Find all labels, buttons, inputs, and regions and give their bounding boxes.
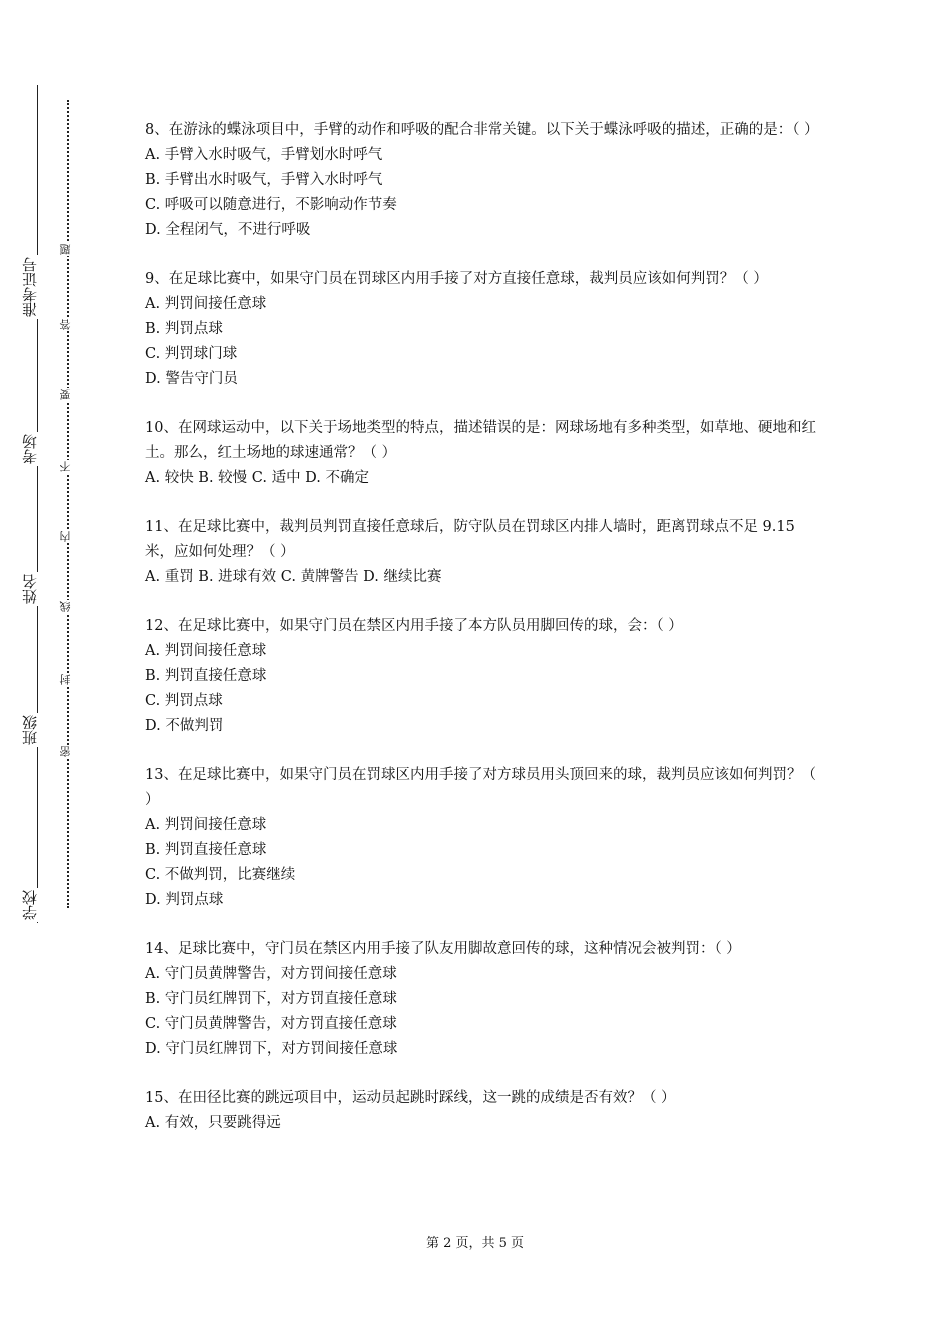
binding-line: [37, 85, 38, 923]
option: C. 判罚点球: [145, 693, 223, 709]
option: C. 不做判罚，比赛继续: [145, 867, 296, 883]
class-label: 班级: [21, 715, 39, 745]
option: C. 守门员黄牌警告，对方罚直接任意球: [145, 1016, 397, 1032]
question-12: [145, 614, 825, 739]
question-stem: 9、在足球比赛中，如果守门员在罚球区内用手接了对方直接任意球，裁判员应该如何判罚？（ ）: [145, 271, 768, 287]
page-number: 第 2 页，共 5 页: [425, 1236, 525, 1251]
option: B. 判罚直接任意球: [145, 668, 267, 684]
question-stem: 10、在网球运动中，以下关于场地类型的特点，描述错误的是：网球场地有多种类型，如草地、硬地和红土。那么，红土场地的球速通常？（ ）: [145, 420, 816, 461]
question-11: [145, 515, 825, 590]
option: A. 判罚间接任意球: [145, 296, 267, 312]
question-9: [145, 267, 825, 392]
exam-room-label: 考场: [21, 434, 39, 464]
option: C. 判罚球门球: [145, 346, 238, 362]
question-8: [145, 118, 825, 243]
option: C. 呼吸可以随意进行，不影响动作节奏: [145, 197, 397, 213]
seal-char: 答: [59, 319, 72, 330]
option: D. 全程闭气，不进行呼吸: [145, 222, 311, 238]
option: B. 守门员红牌罚下，对方罚直接任意球: [145, 991, 397, 1007]
question-14: [145, 937, 825, 1062]
seal-char: 题: [59, 244, 72, 255]
seal-char: 线: [59, 601, 72, 612]
option: A. 判罚间接任意球: [145, 817, 267, 833]
question-stem: 8、在游泳的蝶泳项目中，手臂的动作和呼吸的配合非常关键。以下关于蝶泳呼吸的描述，正确的是：（ ）: [145, 122, 819, 138]
question-stem: 14、足球比赛中，守门员在禁区内用手接了队友用脚故意回传的球，这种情况会被判罚：（ ）: [145, 941, 741, 957]
name-label: 姓名: [21, 574, 39, 604]
question-stem: 15、在田径比赛的跳远项目中，运动员起跳时踩线，这一跳的成绩是否有效？（ ）: [145, 1090, 676, 1106]
option: D. 警告守门员: [145, 371, 238, 387]
seal-char: 不: [59, 461, 72, 472]
question-13: [145, 763, 825, 913]
question-stem: 13、在足球比赛中，如果守门员在罚球区内用手接了对方球员用头顶回来的球，裁判员应该如何判罚？（ ）: [145, 767, 816, 808]
question-list: [145, 118, 825, 1160]
seal-char: 密: [59, 746, 72, 757]
option: B. 判罚直接任意球: [145, 842, 267, 858]
option: D. 判罚点球: [145, 892, 224, 908]
seal-dotted-line: [67, 100, 69, 908]
question-15: [145, 1086, 825, 1136]
question-stem: 12、在足球比赛中，如果守门员在禁区内用手接了本方队员用脚回传的球，会：（ ）: [145, 618, 683, 634]
question-stem: 11、在足球比赛中，裁判员判罚直接任意球后，防守队员在罚球区内排人墙时，距离罚球点不足 9.15 米，应如何处理？（ ）: [145, 519, 795, 560]
school-label: 学校: [21, 890, 39, 920]
question-10: [145, 416, 825, 491]
option: A. 手臂入水时吸气，手臂划水时呼气: [145, 147, 383, 163]
seal-char: 内: [59, 531, 72, 542]
option: D. 守门员红牌罚下，对方罚间接任意球: [145, 1041, 398, 1057]
exam-number-label: 准考证号: [21, 257, 39, 317]
option: A. 有效，只要跳得远: [145, 1115, 281, 1131]
option: B. 手臂出水时吸气，手臂入水时呼气: [145, 172, 383, 188]
option: A. 判罚间接任意球: [145, 643, 267, 659]
seal-char: 要: [59, 389, 72, 400]
seal-char: 封: [59, 674, 72, 685]
option: A. 守门员黄牌警告，对方罚间接任意球: [145, 966, 397, 982]
option: D. 不做判罚: [145, 718, 224, 734]
option: A. 较快 B. 较慢 C. 适中 D. 不确定: [145, 470, 370, 486]
option: B. 判罚点球: [145, 321, 223, 337]
option: A. 重罚 B. 进球有效 C. 黄牌警告 D. 继续比赛: [145, 569, 442, 585]
